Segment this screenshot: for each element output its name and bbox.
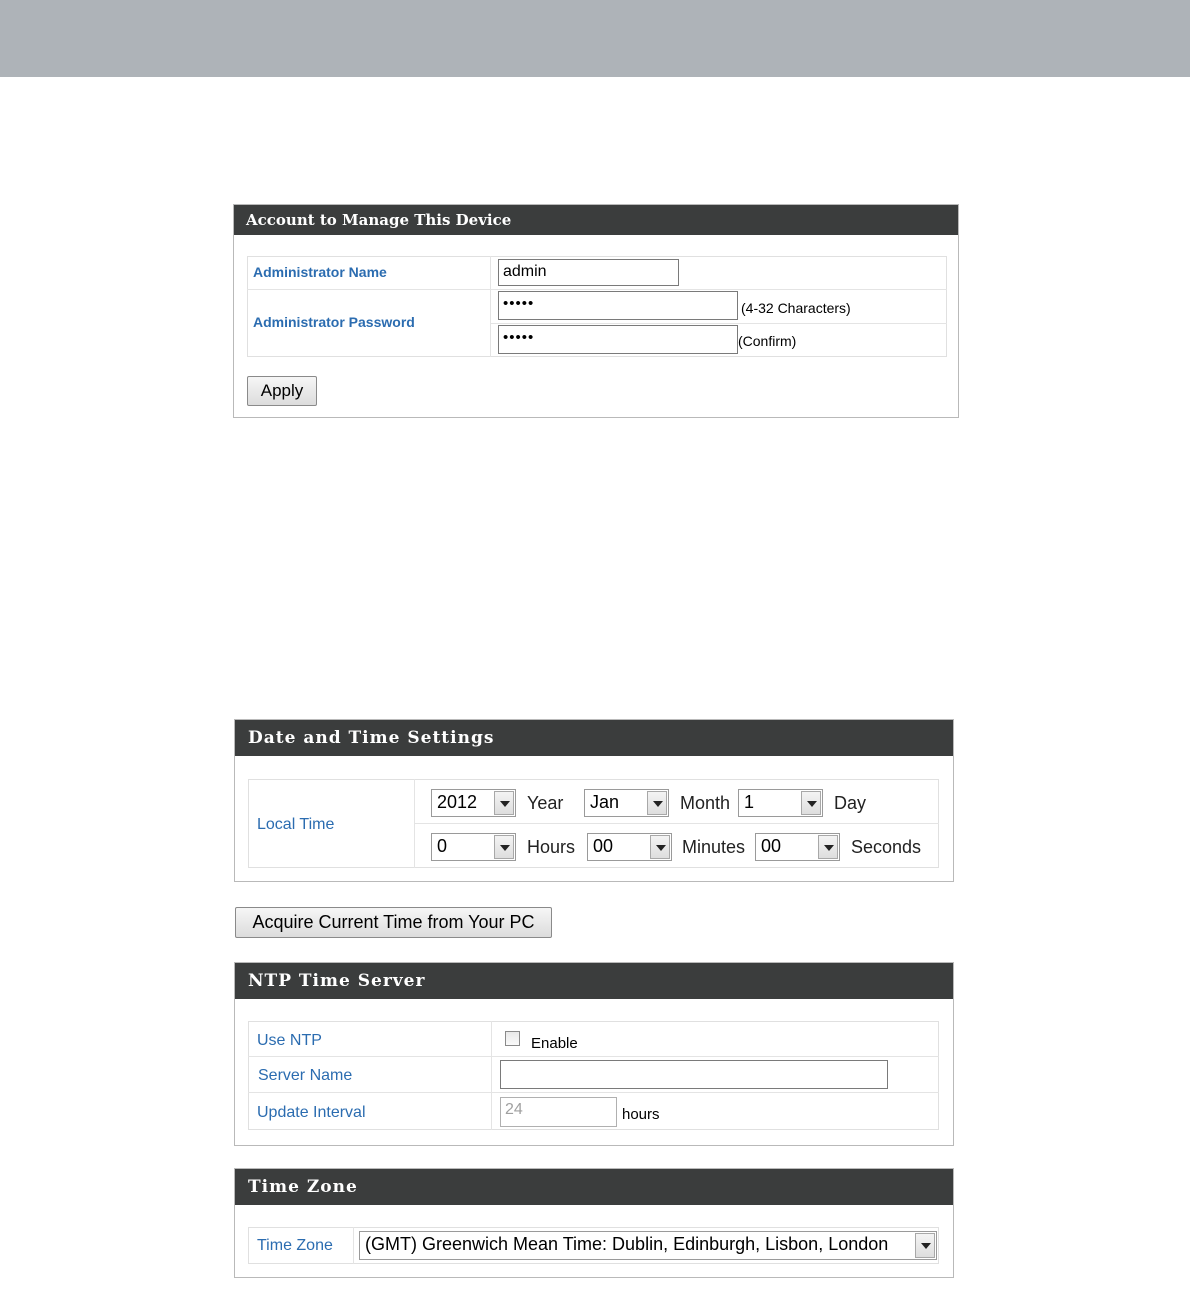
password-hint: (4-32 Characters)	[741, 300, 851, 316]
admin-name-label: Administrator Name	[253, 264, 387, 280]
minutes-select[interactable]	[587, 833, 672, 861]
day-select[interactable]	[738, 789, 823, 817]
divider	[490, 256, 491, 357]
server-name-input[interactable]	[500, 1060, 888, 1089]
confirm-password-input[interactable]: •••••	[498, 325, 738, 354]
admin-name-input[interactable]: admin	[498, 259, 679, 286]
chevron-down-icon	[647, 791, 667, 815]
use-ntp-label: Use NTP	[257, 1032, 322, 1049]
minutes-value: 00	[593, 836, 614, 856]
day-value: 1	[744, 792, 755, 812]
account-panel-title: Account to Manage This Device	[234, 205, 958, 235]
hours-select[interactable]	[431, 833, 516, 861]
month-value: Jan	[590, 792, 620, 812]
account-panel	[233, 204, 959, 418]
year-label: Year	[527, 793, 564, 813]
timezone-panel-title: Time Zone	[235, 1169, 953, 1205]
enable-label: Enable	[531, 1035, 578, 1052]
ntp-panel-title: NTP Time Server	[235, 963, 953, 999]
ntp-panel	[234, 962, 954, 1146]
month-select[interactable]	[584, 789, 669, 817]
divider	[491, 323, 947, 324]
divider	[248, 1092, 939, 1093]
divider	[248, 1056, 939, 1057]
server-name-label: Server Name	[258, 1067, 353, 1084]
acquire-time-button[interactable]: Acquire Current Time from Your PC	[235, 907, 552, 938]
year-value: 2012	[437, 792, 478, 812]
hours-value: 0	[437, 836, 448, 856]
seconds-value: 00	[761, 836, 782, 856]
seconds-select[interactable]	[755, 833, 840, 861]
divider	[353, 1227, 354, 1264]
seconds-label: Seconds	[851, 837, 922, 857]
timezone-value: (GMT) Greenwich Mean Time: Dublin, Edinburgh, Lisbon, London	[365, 1234, 889, 1254]
hours-unit-label: hours	[622, 1106, 660, 1123]
timezone-select[interactable]	[359, 1231, 937, 1260]
timezone-label: Time Zone	[257, 1237, 333, 1254]
local-time-label: Local Time	[257, 816, 335, 833]
apply-button[interactable]: Apply	[247, 376, 317, 406]
year-select[interactable]	[431, 789, 516, 817]
confirm-hint: (Confirm)	[738, 333, 797, 349]
enable-ntp-checkbox[interactable]	[505, 1031, 520, 1046]
update-interval-label: Update Interval	[257, 1104, 366, 1121]
chevron-down-icon	[494, 791, 514, 815]
day-label: Day	[834, 793, 867, 813]
top-banner	[0, 0, 1190, 77]
password-input[interactable]: •••••	[498, 291, 738, 320]
chevron-down-icon	[915, 1233, 935, 1258]
minutes-label: Minutes	[682, 837, 746, 857]
datetime-panel	[234, 719, 954, 882]
chevron-down-icon	[494, 835, 514, 859]
chevron-down-icon	[818, 835, 838, 859]
hours-label: Hours	[527, 837, 576, 857]
update-interval-input[interactable]: 24	[500, 1097, 617, 1127]
month-label: Month	[680, 793, 731, 813]
admin-password-label: Administrator Password	[253, 314, 415, 330]
divider	[491, 1021, 492, 1130]
divider	[415, 823, 939, 824]
divider	[247, 289, 947, 290]
timezone-panel	[234, 1168, 954, 1278]
datetime-panel-title: Date and Time Settings	[235, 720, 953, 756]
chevron-down-icon	[801, 791, 821, 815]
chevron-down-icon	[650, 835, 670, 859]
